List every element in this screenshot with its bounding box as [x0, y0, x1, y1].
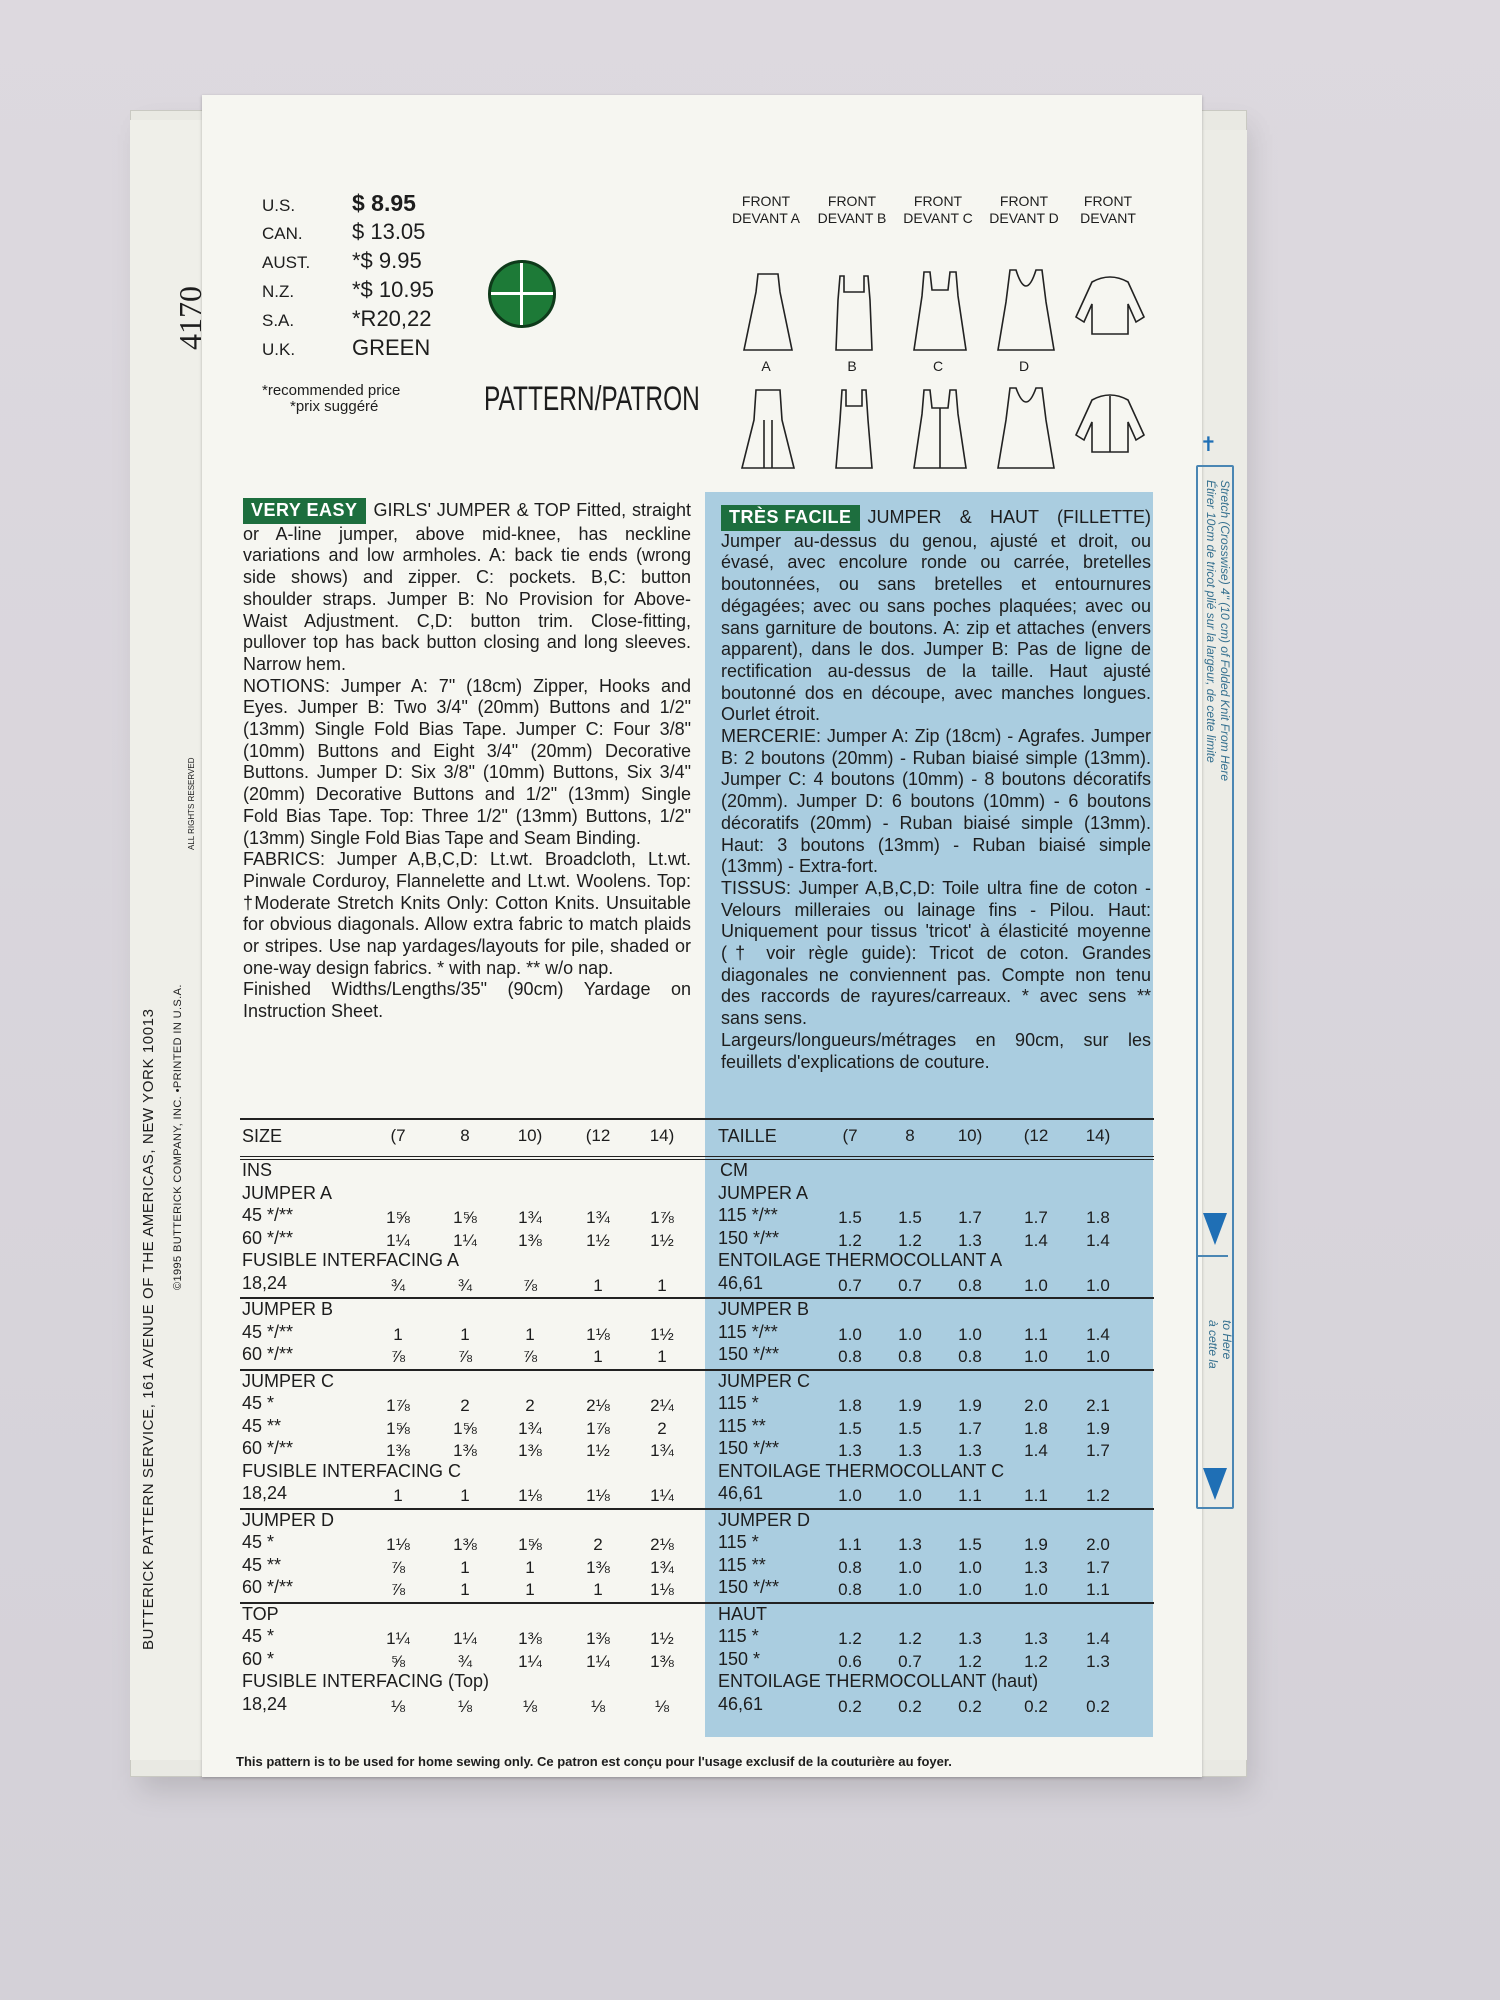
- pattern-number: 4170: [172, 286, 208, 350]
- yardage-ins-value: 2: [525, 1396, 535, 1415]
- price-amount: $ 8.95: [352, 190, 416, 216]
- copyright-text: ©1995 BUTTERICK COMPANY, INC. •PRINTED IN U.S.A.: [172, 984, 184, 1290]
- yardage-ins-value: 1⅛: [518, 1486, 542, 1505]
- taille-header: TAILLE: [718, 1126, 777, 1146]
- french-intro: JUMPER & HAUT (FILLETTE) Jumper au-dessus du genou, ajusté et droit, ou évasé, avec encolure ronde ou carrée, bretelles boutonnées, ou sans bretelles et entournures dégagées; avec ou sans poches plaquées; avec ou sans garniture de boutons. A: zip et attaches (envers apparent), dans le dos. Jumper B: Pas de ligne de rectification au-dessus de la taille. Haut ajusté boutonné dos en découpe, avec manches longues. Ourlet étroit.: [721, 507, 1151, 725]
- table-row-width-fr: 115 **: [718, 1415, 766, 1436]
- yardage-cm-value: 0.2: [898, 1696, 922, 1716]
- yardage-cm-value: 1.3: [1086, 1651, 1110, 1671]
- yardage-ins-value: 1⅞: [586, 1418, 610, 1438]
- price-country: U.S.: [262, 196, 296, 215]
- table-row-width-en: 18,24: [242, 1483, 288, 1503]
- yardage-cm-value: 0.8: [958, 1275, 982, 1295]
- table-row-width-fr: 46,61: [718, 1272, 764, 1293]
- yardage-cm-value: 1.0: [958, 1557, 982, 1577]
- yardage-ins-value: ⅛: [654, 1696, 670, 1716]
- size-column-header: 8: [460, 1126, 470, 1145]
- front-view-sketch: [1072, 262, 1148, 352]
- yardage-cm-value: 1.1: [958, 1486, 982, 1505]
- yardage-cm-value: 1.8: [1086, 1208, 1110, 1227]
- yardage-cm-value: 0.8: [958, 1347, 982, 1366]
- interfacing-title-en: FUSIBLE INTERFACING A: [242, 1250, 460, 1270]
- yardage-cm-value: 1.1: [1024, 1486, 1048, 1505]
- yardage-cm-value: 2.0: [1024, 1396, 1048, 1415]
- price-row: [262, 248, 434, 277]
- table-row-width-fr: 46,61: [718, 1693, 764, 1714]
- yardage-cm-value: 1.0: [838, 1486, 862, 1505]
- table-row-width-en: 18,24: [242, 1693, 288, 1714]
- french-tissus: TISSUS: Jumper A,B,C,D: Toile ultra fine de coton - Velours milleraies ou lainage fins - Pilou. Haut: Uniquement pour tissus 'tricot' à élasticité moyenne († voir règle guide): Tricot de coton. Grandes diagonales ne conviennent pas. Compte non tenu des raccords de rayures/carreaux. * avec sens ** sans sens.: [721, 877, 1151, 1029]
- price-country: S.A.: [262, 311, 295, 330]
- yardage-cm-value: 0.2: [1024, 1696, 1048, 1716]
- yardage-ins-value: 1¼: [453, 1230, 477, 1250]
- yardage-cm-value: 1.2: [838, 1230, 862, 1250]
- yardage-cm-value: 1.5: [838, 1418, 862, 1438]
- back-view-sketch: [1072, 380, 1148, 470]
- yardage-cm-value: 1.2: [838, 1629, 862, 1648]
- yardage-ins-value: 2⅛: [586, 1396, 610, 1415]
- yardage-cm-value: 1.0: [898, 1580, 922, 1599]
- yardage-cm-value: 2.0: [1086, 1535, 1110, 1554]
- table-row-width-en: 60 */**: [242, 1227, 294, 1248]
- section-divider: [240, 1369, 1154, 1371]
- size-header: SIZE: [242, 1126, 283, 1146]
- interfacing-title-en: FUSIBLE INTERFACING (Top): [242, 1671, 490, 1691]
- stretch-instruction-fr: Étirer 10cm de tricot plié sur la largeur, de cette limite: [1204, 480, 1218, 763]
- price-country: CAN.: [262, 224, 303, 243]
- price-amount: *$ 9.95: [352, 248, 422, 273]
- yardage-cm-value: 1.4: [1024, 1441, 1048, 1460]
- yardage-cm-value: 1.5: [898, 1208, 922, 1227]
- yardage-ins-value: 1: [525, 1580, 535, 1599]
- interfacing-title-fr: ENTOILAGE THERMOCOLLANT (haut): [718, 1671, 1039, 1691]
- yardage-ins-value: 1½: [650, 1324, 674, 1344]
- yardage-ins-value: 1: [525, 1324, 535, 1344]
- price-table: [262, 190, 434, 364]
- yardage-ins-value: 1¾: [518, 1208, 542, 1227]
- section-title-en: JUMPER D: [242, 1509, 335, 1530]
- stretch-instruction-en: Stretch (Crosswise) 4" (10 cm) of Folded Knit From Here: [1218, 480, 1232, 782]
- table-row-width-en: 45 **: [242, 1415, 282, 1436]
- size-column-header: 10): [517, 1126, 543, 1145]
- table-row-width-fr: 115 *: [718, 1626, 759, 1646]
- yardage-cm-value: 1.3: [958, 1629, 982, 1648]
- yardage-cm-value: 1.3: [838, 1441, 862, 1460]
- yardage-ins-value: 1⅝: [386, 1418, 410, 1438]
- price-country: N.Z.: [262, 282, 295, 301]
- yardage-ins-value: 1: [593, 1580, 603, 1599]
- yardage-ins-value: 2: [460, 1396, 470, 1415]
- size-column-header: (12: [585, 1126, 611, 1145]
- yardage-ins-value: 1⅝: [453, 1418, 477, 1438]
- yardage-cm-value: 1.8: [838, 1396, 862, 1415]
- french-largeurs: Largeurs/longueurs/métrages en 90cm, sur les feuillets d'explications de couture.: [721, 1029, 1151, 1072]
- publisher-address: BUTTERICK PATTERN SERVICE, 161 AVENUE OF THE AMERICAS, NEW YORK 10013: [140, 1008, 157, 1650]
- yardage-ins-value: 1½: [586, 1230, 610, 1250]
- table-row-width-en: 45 *: [242, 1532, 275, 1552]
- yardage-cm-value: 0.8: [838, 1557, 862, 1577]
- yardage-ins-value: 1: [460, 1557, 470, 1577]
- table-row-width-fr: 150 */**: [718, 1438, 780, 1458]
- price-note-fr: *prix suggéré: [290, 398, 379, 415]
- yardage-ins-value: 1⅜: [650, 1651, 674, 1671]
- size-column-header: (7: [390, 1126, 406, 1145]
- yardage-cm-value: 1.0: [1024, 1347, 1048, 1366]
- pattern-label: PATTERN/PATRON: [484, 380, 700, 418]
- view-label: FRONT DEVANT C: [903, 193, 973, 226]
- size-column-header: 8: [905, 1126, 915, 1145]
- yardage-ins-value: ⅞: [457, 1347, 473, 1366]
- back-view-letter: D: [1018, 358, 1030, 374]
- section-title-en: JUMPER B: [242, 1299, 334, 1319]
- yardage-ins-value: 1¼: [586, 1651, 610, 1671]
- section-title-fr: JUMPER C: [718, 1370, 811, 1391]
- yardage-ins-value: 1: [460, 1324, 470, 1344]
- yardage-ins-value: 1⅝: [518, 1535, 542, 1554]
- yardage-cm-value: 0.8: [838, 1580, 862, 1599]
- yardage-cm-value: 1.7: [1024, 1208, 1048, 1227]
- yardage-cm-value: 1.0: [838, 1324, 862, 1344]
- yardage-ins-value: 1⅛: [586, 1324, 610, 1344]
- yardage-ins-value: ⅞: [522, 1347, 538, 1366]
- section-title-en: JUMPER A: [242, 1182, 333, 1203]
- home-sewing-notice: This pattern is to be used for home sewing only. Ce patron est conçu pour l'usage exclusif de la couturière au foyer.: [236, 1754, 952, 1769]
- section-divider: [240, 1508, 1154, 1510]
- french-mercerie: MERCERIE: Jumper A: Zip (18cm) - Agrafes. Jumper B: 2 boutons (20mm) - Ruban biaisé simple (13mm). Jumper C: 4 boutons (10mm) - 8 boutons décoratifs (20mm). Jumper D: 6 boutons (10mm) - 6 boutons décoratifs (20mm) - Ruban biaisé simple (13mm). Haut: 3 boutons (13mm) - Ruban biaisé simple (13mm) - Extra-fort.: [721, 726, 1151, 877]
- back-view-sketch: [988, 380, 1064, 470]
- size-column-header: 10): [957, 1126, 983, 1145]
- interfacing-title-fr: ENTOILAGE THERMOCOLLANT C: [718, 1460, 1005, 1481]
- yardage-cm-value: 1.5: [958, 1535, 982, 1554]
- yardage-cm-value: 1.0: [1024, 1275, 1048, 1295]
- yardage-ins-value: 1¼: [518, 1651, 542, 1671]
- section-divider: [240, 1297, 1154, 1299]
- yardage-ins-value: 2¼: [650, 1396, 674, 1415]
- yardage-cm-value: 0.8: [898, 1347, 922, 1366]
- yardage-ins-value: 1: [393, 1486, 403, 1505]
- view-label: FRONT DEVANT D: [989, 193, 1059, 226]
- table-row-width-fr: 150 */**: [718, 1344, 780, 1364]
- price-note: [262, 383, 442, 415]
- size-column-header: (12: [1023, 1126, 1049, 1145]
- back-view-letter: B: [847, 358, 857, 374]
- yardage-cm-value: 1.4: [1086, 1324, 1110, 1344]
- yardage-cm-value: 1.0: [1086, 1275, 1110, 1295]
- yardage-ins-value: 1⅜: [518, 1230, 542, 1250]
- yardage-ins-value: 1¾: [518, 1418, 542, 1438]
- back-view-letter: A: [761, 358, 771, 374]
- english-notions: NOTIONS: Jumper A: 7" (18cm) Zipper, Hooks and Eyes. Jumper B: Two 3/4" (20mm) Buttons and 1/2" (13mm) Single Fold Bias Tape. Jumper C: Four 3/8" (10mm) Buttons and Eight 3/4" (20mm) Decorative Buttons. Jumper D: Six 3/8" (10mm) Buttons, Six 3/4" (20mm) Decorative Buttons and 1/2" (13mm) Single Fold Bias Tape. Top: Three 1/2" (13mm) Buttons, 1/2" (13mm) Single Fold Bias Tape and Seam Binding.: [243, 675, 691, 848]
- section-title-fr: JUMPER B: [718, 1299, 810, 1319]
- yardage-cm-value: 1.3: [1024, 1557, 1048, 1577]
- table-row-width-fr: 150 */**: [718, 1227, 780, 1248]
- yardage-ins-value: 1¼: [453, 1629, 477, 1648]
- yardage-cm-value: 0.2: [838, 1696, 862, 1716]
- yardage-ins-value: ⅛: [590, 1696, 606, 1716]
- yardage-ins-value: 1⅝: [453, 1208, 477, 1227]
- price-row: [262, 277, 434, 306]
- table-row-width-fr: 46,61: [718, 1483, 764, 1503]
- price-country: AUST.: [262, 253, 311, 272]
- yardage-ins-value: 1⅛: [386, 1535, 410, 1554]
- table-row-width-en: 60 */**: [242, 1438, 294, 1458]
- section-title-fr: JUMPER A: [718, 1182, 809, 1203]
- yardage-ins-value: 1⅛: [586, 1486, 610, 1505]
- view-label: FRONT DEVANT B: [817, 193, 887, 226]
- view-label: FRONT DEVANT: [1080, 193, 1136, 226]
- very-easy-badge: VERY EASY: [243, 498, 366, 524]
- gauge-start-mark-icon: ✝: [1200, 434, 1217, 456]
- yardage-ins-value: 2: [593, 1535, 603, 1554]
- yardage-cm-value: 1.7: [1086, 1441, 1110, 1460]
- english-description: [243, 498, 691, 1023]
- table-row-width-fr: 115 *: [718, 1393, 759, 1413]
- yardage-cm-value: 1.5: [838, 1208, 862, 1227]
- yardage-cm-value: 1.0: [898, 1557, 922, 1577]
- yardage-ins-value: 1⅜: [586, 1629, 610, 1648]
- yardage-cm-value: 1.2: [1086, 1486, 1110, 1505]
- front-view-sketch: [988, 262, 1064, 352]
- yardage-cm-value: 1.0: [958, 1324, 982, 1344]
- yardage-cm-value: 1.3: [958, 1230, 982, 1250]
- price-row: [262, 306, 434, 335]
- price-amount: GREEN: [352, 335, 431, 360]
- yardage-ins-value: 1⅜: [453, 1441, 477, 1460]
- rights-text: ALL RIGHTS RESERVED: [187, 757, 196, 850]
- front-view-sketch: [816, 262, 892, 352]
- yardage-cm-value: 2.1: [1086, 1396, 1110, 1415]
- yardage-ins-value: 2: [657, 1418, 667, 1438]
- yardage-ins-value: 1⅜: [586, 1557, 610, 1577]
- yardage-ins-value: ⅞: [390, 1580, 406, 1599]
- yardage-ins-value: 1½: [586, 1441, 610, 1460]
- table-row-width-fr: 115 **: [718, 1554, 766, 1575]
- yardage-cm-value: 1.3: [958, 1441, 982, 1460]
- back-view-sketch: [902, 380, 978, 470]
- green-circle-icon: [488, 260, 556, 328]
- price-country: U.K.: [262, 340, 296, 359]
- english-finished: Finished Widths/Lengths/35" (90cm) Yardage on Instruction Sheet.: [243, 979, 691, 1022]
- yardage-cm-value: 1.9: [1086, 1418, 1110, 1438]
- yardage-cm-value: 0.2: [958, 1696, 982, 1716]
- table-row-width-fr: 115 *: [718, 1532, 759, 1552]
- size-column-header: (7: [842, 1126, 858, 1145]
- yardage-ins-value: 1: [460, 1580, 470, 1599]
- table-row-width-en: 45 */**: [242, 1321, 294, 1342]
- yardage-cm-value: 0.7: [838, 1275, 862, 1295]
- yardage-ins-value: ⅞: [390, 1557, 406, 1577]
- table-row-width-en: 45 *: [242, 1626, 275, 1646]
- yardage-ins-value: 1¾: [650, 1441, 674, 1460]
- yardage-cm-value: 0.7: [898, 1275, 922, 1295]
- to-here-en: to Here: [1220, 1320, 1234, 1360]
- english-fabrics: FABRICS: Jumper A,B,C,D: Lt.wt. Broadcloth, Lt.wt. Pinwale Corduroy, Flannelette and Lt.wt. Woolens. Top: †Moderate Stretch Knits Only: Cotton Knits. Unsuitable for obvious diagonals. Allow extra fabric to match plaids or stripes. Use nap yardages/layouts for pile, shaded or one-way design fabrics. * with nap. ** w/o nap.: [243, 849, 691, 978]
- size-column-header: 14): [649, 1126, 675, 1145]
- yardage-ins-value: 1⅜: [518, 1441, 542, 1460]
- yardage-cm-value: 1.8: [1024, 1418, 1048, 1438]
- yardage-ins-value: 1¼: [650, 1486, 674, 1505]
- table-row-width-fr: 150 */**: [718, 1577, 780, 1597]
- gauge-arrow-down-icon: [1203, 1213, 1227, 1245]
- yardage-cm-value: 1.9: [898, 1396, 922, 1415]
- yardage-cm-value: 1.9: [958, 1396, 982, 1415]
- yardage-ins-value: 1¾: [586, 1208, 610, 1227]
- section-divider: [240, 1602, 1154, 1604]
- yardage-ins-value: ⅝: [390, 1651, 406, 1671]
- yardage-cm-value: 1.2: [898, 1629, 922, 1648]
- yardage-ins-value: ⅛: [390, 1696, 406, 1716]
- yardage-ins-value: 1: [657, 1275, 667, 1295]
- back-view-sketch: [816, 380, 892, 470]
- section-title-fr: JUMPER D: [718, 1509, 811, 1530]
- table-row-width-en: 45 *: [242, 1393, 275, 1413]
- yardage-ins-value: 1⅞: [386, 1396, 410, 1415]
- price-row: [262, 190, 434, 219]
- yardage-cm-value: 1.0: [1086, 1347, 1110, 1366]
- view-label: FRONT DEVANT A: [732, 193, 800, 226]
- yardage-ins-value: 1⅜: [386, 1441, 410, 1460]
- yardage-ins-value: 1: [593, 1347, 603, 1366]
- price-amount: *R20,22: [352, 306, 432, 331]
- yardage-cm-value: 1.0: [958, 1580, 982, 1599]
- yardage-ins-value: 1: [460, 1486, 470, 1505]
- yardage-ins-value: ⅛: [522, 1696, 538, 1716]
- yardage-cm-value: 0.7: [898, 1651, 922, 1671]
- yardage-cm-value: 0.2: [1086, 1696, 1110, 1716]
- yardage-ins-value: 1½: [650, 1629, 674, 1648]
- yardage-ins-value: ⅞: [390, 1347, 406, 1366]
- yardage-cm-value: 1.2: [1024, 1651, 1048, 1671]
- yardage-cm-value: 1.0: [898, 1324, 922, 1344]
- back-view-sketch: [730, 380, 806, 470]
- yardage-cm-value: 1.3: [898, 1441, 922, 1460]
- size-column-header: 14): [1085, 1126, 1111, 1145]
- yardage-ins-value: 1⅜: [453, 1535, 477, 1554]
- french-description: [721, 505, 1151, 1073]
- yardage-ins-value: ¾: [390, 1275, 406, 1295]
- yardage-cm-value: 0.8: [838, 1347, 862, 1366]
- to-here-fr: à cette la: [1206, 1320, 1220, 1369]
- yardage-ins-value: 1⅞: [650, 1208, 674, 1227]
- section-title-fr: HAUT: [718, 1603, 767, 1624]
- yardage-ins-value: 1⅝: [386, 1208, 410, 1227]
- price-row: [262, 219, 434, 248]
- yardage-cm-value: 1.2: [898, 1230, 922, 1250]
- yardage-ins-value: 1: [393, 1324, 403, 1344]
- table-row-width-fr: 150 *: [718, 1648, 761, 1669]
- price-amount: *$ 10.95: [352, 277, 434, 302]
- yardage-cm-value: 1.1: [1086, 1580, 1110, 1599]
- yardage-cm-value: 1.2: [958, 1651, 982, 1671]
- table-row-width-en: 45 **: [242, 1554, 282, 1575]
- table-row-width-en: 45 */**: [242, 1205, 294, 1225]
- table-row-width-fr: 115 */**: [718, 1321, 778, 1342]
- yardage-cm-value: 1.7: [958, 1208, 982, 1227]
- table-row-width-en: 60 */**: [242, 1344, 294, 1364]
- yardage-ins-value: 1: [657, 1347, 667, 1366]
- unit-label-cm: CM: [720, 1160, 748, 1180]
- front-view-sketch: [730, 262, 806, 352]
- yardage-cm-value: 1.4: [1086, 1629, 1110, 1648]
- price-row: [262, 335, 434, 364]
- yardage-cm-value: 1.0: [898, 1486, 922, 1505]
- yardage-ins-value: 1¾: [650, 1557, 674, 1577]
- section-title-en: JUMPER C: [242, 1370, 335, 1391]
- yardage-cm-value: 1.3: [898, 1535, 922, 1554]
- yardage-cm-value: 1.1: [838, 1535, 862, 1554]
- gauge-arrow-down-icon: [1203, 1468, 1227, 1500]
- back-view-letter: C: [932, 358, 944, 374]
- yardage-cm-value: 1.7: [1086, 1557, 1110, 1577]
- yardage-ins-value: 1: [593, 1275, 603, 1295]
- section-title-en: TOP: [242, 1603, 279, 1624]
- gauge-divider: [1198, 1255, 1228, 1257]
- yardage-cm-value: 1.0: [1024, 1580, 1048, 1599]
- yardage-ins-value: 1¼: [386, 1629, 410, 1648]
- price-amount: $ 13.05: [352, 219, 426, 244]
- table-row-width-en: 18,24: [242, 1272, 288, 1293]
- yardage-cm-value: 1.1: [1024, 1324, 1048, 1344]
- yardage-ins-value: ⅞: [522, 1275, 538, 1295]
- yardage-cm-value: 1.5: [898, 1418, 922, 1438]
- table-row-width-en: 60 */**: [242, 1577, 294, 1597]
- yardage-ins-value: 1⅛: [650, 1580, 674, 1599]
- table-row-width-en: 60 *: [242, 1648, 275, 1669]
- yardage-ins-value: ¾: [457, 1651, 473, 1671]
- yardage-ins-value: ¾: [457, 1275, 473, 1295]
- yardage-ins-value: 2⅛: [650, 1535, 674, 1554]
- yardage-ins-value: 1⅜: [518, 1629, 542, 1648]
- yardage-cm-value: 1.4: [1024, 1230, 1048, 1250]
- table-header: [240, 1118, 1154, 1160]
- yardage-cm-value: 1.7: [958, 1418, 982, 1438]
- yardage-ins-value: 1: [525, 1557, 535, 1577]
- yardage-cm-value: 0.6: [838, 1651, 862, 1671]
- yardage-cm-value: 1.4: [1086, 1230, 1110, 1250]
- interfacing-title-fr: ENTOILAGE THERMOCOLLANT A: [718, 1250, 1003, 1270]
- unit-label-ins: INS: [242, 1160, 273, 1180]
- yardage-cm-value: 1.9: [1024, 1535, 1048, 1554]
- interfacing-title-en: FUSIBLE INTERFACING C: [242, 1460, 462, 1481]
- yardage-ins-value: ⅛: [457, 1696, 473, 1716]
- yardage-cm-value: 1.3: [1024, 1629, 1048, 1648]
- yardage-ins-value: 1½: [650, 1230, 674, 1250]
- yardage-ins-value: 1¼: [386, 1230, 410, 1250]
- table-row-width-fr: 115 */**: [718, 1205, 778, 1225]
- english-intro: GIRLS' JUMPER & TOP Fitted, straight or A-line jumper, above mid-knee, has neckline variations and low armholes. A: back tie ends (wrong side shows) and zipper. C: pockets. B,C: button shoulder straps. Jumper B: No Provision for Above-Waist Adjustment. C,D: button trim. Close-fitting, pullover top has back button closing and long sleeves. Narrow hem.: [243, 500, 691, 674]
- price-note-en: *recommended price: [262, 382, 401, 399]
- tres-facile-badge: TRÈS FACILE: [721, 505, 860, 531]
- front-view-sketch: [902, 262, 978, 352]
